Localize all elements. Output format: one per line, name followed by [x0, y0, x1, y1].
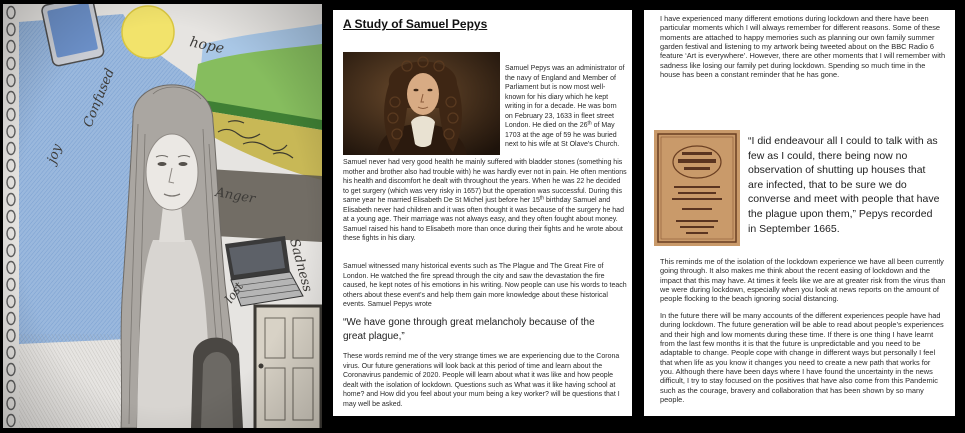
health-text: Samuel never had very good health he mainly suffered with bladder stones (something his mother and brother also had trouble with) he was hardly ever not in pain. He often mentions his health and discomfort he dealt with throughout the years. When he was 22 he decided to get surgery (which was very risky in 1657) but the operation was successful. During this same year he married Elisabeth De St Michel just before her 15: [343, 159, 627, 204]
document-page-reflection: [644, 10, 955, 416]
document-page-study: [333, 10, 632, 416]
reflection-paragraph: These words remind me of the very strange times we are experiencing due to the Corona virus. Our future generations will look back at this period of time and learn about the Coronavirus pandemic of 2020. People will learn about what it was like and how people dealt with the isolation of lockdown. Questions such as What was it like having school at home? and How did you feel about your mum being a key worker? will be questions that I may well be asked.: [343, 353, 620, 408]
future-paragraph: In the future there will be many accounts of the different experiences people have had during lockdown. The future generation will be able to read about people’s experiences and their high and low moments during these time. If there is one thing I have learnt from the last few months it is that the future is unpredictable and you need to be adaptable to change. People cope with change in different ways but personally I feel that when life as you know it changes you need to create a new path that works for you. Although there have been days where I have found the uncertainty in the news difficult, I try to stay focused on the positives that have also come from this Pandemic such as the courage, bravery and collaboration that has been shown by so many people.: [660, 311, 944, 405]
portrait-painting: [343, 52, 500, 155]
sketchbook-drawing: [3, 4, 322, 428]
ordinal-suffix: th: [539, 195, 545, 202]
emotions-paragraph: I have experienced many different emotions during lockdown and there have been particular moments which I will always remember for different reasons. Some of these moments are attached to happy memories such as planning our own family summer garden festival and listening to my artwork being tweeted about on the BBC Radio 6 feature ‘Art is everywhere’. However, there are other moments that I will remember with sadness like losing our family pet during lockdown. Spending so much time in the house has been a constant reminder that he has gone.: [660, 14, 946, 80]
intro-text: Samuel Pepys was an administrator of the navy of England and Member of Parliament but is now most well-known for his diary which he kept writing in for a decade. He was born on February 23, 1633 in fleet street London. He died on the 26: [505, 65, 625, 129]
health-paragraph: [343, 158, 628, 244]
page-title: A Study of Samuel Pepys: [343, 17, 488, 31]
events-paragraph: Samuel witnessed many historical events such as The Plague and The Great Fire of London. He watched the fire spread through the city and saw the devastation the fire caused, he kept notes of his emotions in his writing. Now people can use his words to teach others about these event’s and help them gain more knowledge about these historical events. Samuel Pepys wrote: [343, 263, 627, 308]
pepys-quote-1665: “I did endeavour all I could to talk with as few as I could, there being now no observation of shutting up houses that are infected, that to be sure we do converse and meet with people that have the plague upon them,” Pepys recorded in September 1665.: [748, 135, 940, 235]
diary-title-page-image: [654, 130, 740, 246]
isolation-paragraph: This reminds me of the isolation of the lockdown experience we have all been currently going through. It also makes me think about the recent easing of lockdown and the impact that this may have. At times it feels like we are at greater risk from the virus than we were during lockdown, especially when you look at news reports on the amount of people flocking to the beach ignoring social distancing.: [660, 257, 946, 304]
pepys-quote: “We have gone through great melancholy because of the great plague,”: [343, 317, 595, 342]
health-text-end: birthday Samuel and Elisabeth never had children and it was often thought it was because of the surgery he had at a young age. Their marriage was not always easy, and they often fought about money. Samuel raised his hand to Elisabeth more than once during their fights and he wrote about these fights in his diary.: [343, 197, 624, 242]
intro-paragraph: [505, 64, 625, 150]
intro-text-end: of May 1703 at the age of 59 he was buried next to his wife at St Olave’s Church.: [505, 122, 620, 148]
drawing-canvas: [3, 4, 322, 428]
ordinal-suffix: th: [587, 120, 592, 127]
